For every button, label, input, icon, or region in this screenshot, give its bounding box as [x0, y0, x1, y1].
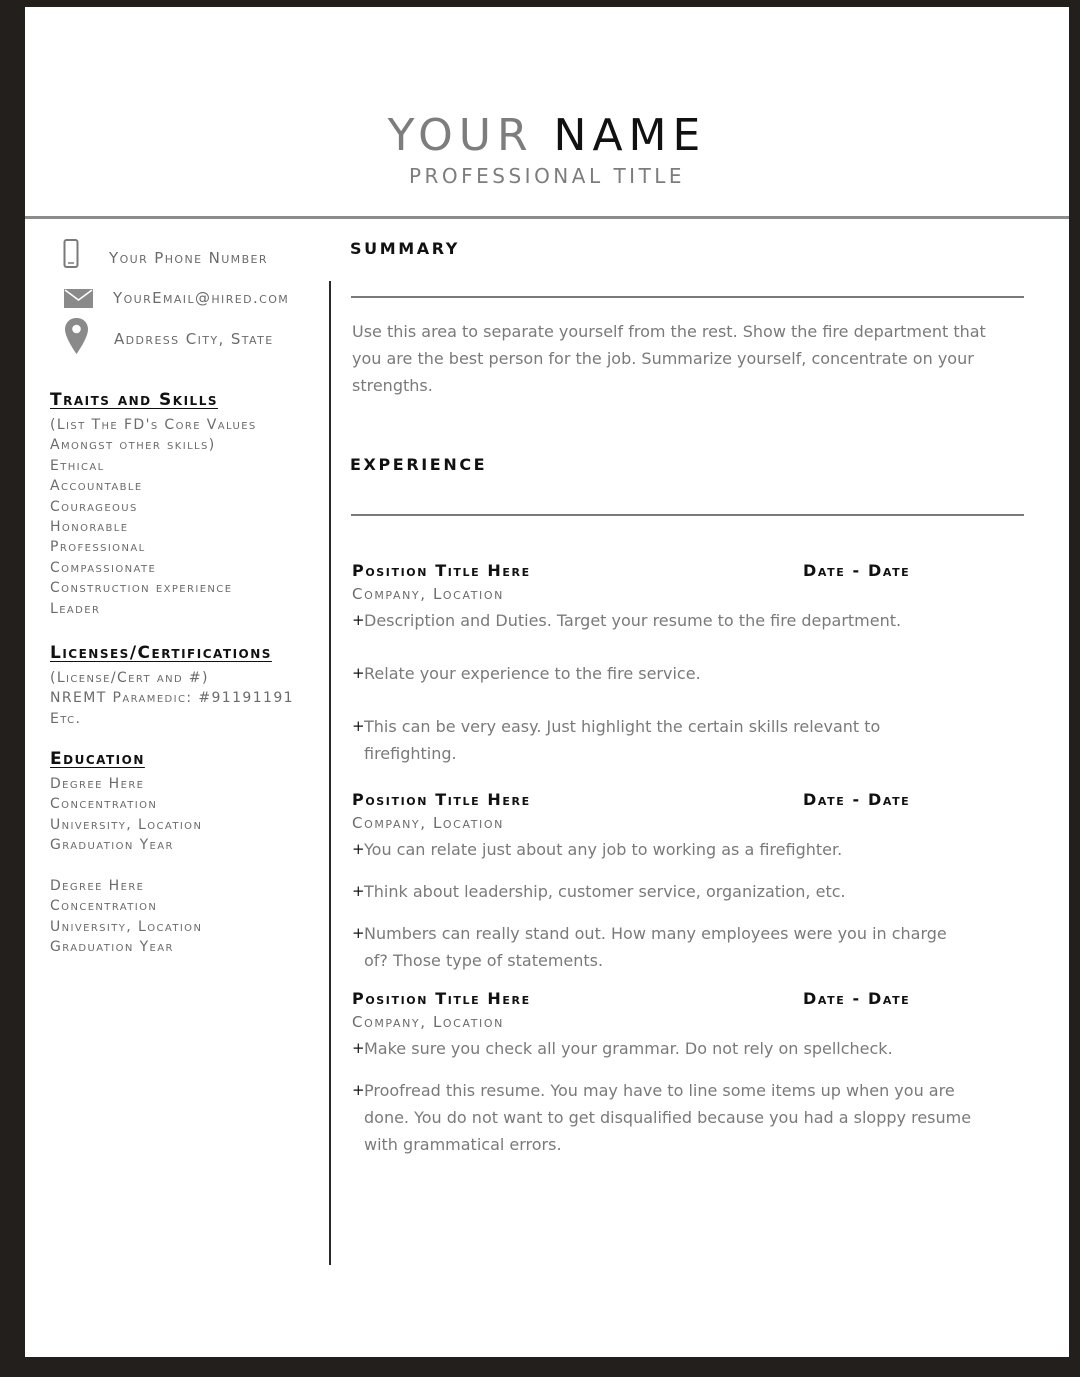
job-bullet: + Relate your experience to the fire service. [352, 660, 972, 687]
envelope-icon [64, 289, 93, 312]
address: Address City, State [114, 330, 274, 348]
header-divider [25, 216, 1069, 219]
list-item: Compassionate [50, 559, 157, 576]
job-bullet: + Make sure you check all your grammar. Do not rely on spellcheck. [352, 1035, 972, 1062]
traits-list [50, 415, 257, 619]
university: University, Location [50, 918, 203, 935]
concentration: Concentration [50, 898, 158, 915]
job-bullet: + Numbers can really stand out. How many employees were you in charge of? Those type of statements. [352, 920, 972, 974]
education-entry [50, 876, 202, 958]
last-name: NAME [553, 110, 707, 161]
graduation-year: Graduation Year [50, 939, 174, 956]
job-bullet: + Proofread this resume. You may have to line some items up when you are done. You do not want to get disqualified because you had a sloppy resume with grammatical errors. [352, 1077, 972, 1158]
resume-page [25, 7, 1069, 1357]
plus-bullet-icon: + [352, 664, 365, 682]
plus-bullet-icon: + [352, 882, 365, 900]
job-entry [352, 561, 1012, 771]
column-divider [329, 281, 331, 1265]
job-bullet: + This can be very easy. Just highlight the certain skills relevant to firefighting. [352, 713, 897, 767]
list-item: Amongst other skills) [50, 437, 216, 454]
licenses-list [50, 668, 294, 729]
summary-heading: SUMMARY [350, 239, 460, 258]
phone-number: Your Phone Number [109, 249, 268, 267]
education-entry [50, 774, 202, 856]
job-title: Position Title Here [352, 790, 531, 809]
job-date: Date - Date [803, 989, 911, 1008]
phone-icon [63, 239, 79, 273]
list-item: (List The FD's Core Values [50, 417, 257, 433]
experience-divider [351, 514, 1024, 516]
job-company: Company, Location [352, 585, 504, 603]
plus-bullet-icon: + [352, 611, 365, 629]
list-item: Honorable [50, 519, 129, 536]
plus-bullet-icon: + [352, 1081, 365, 1099]
list-item: Accountable [50, 478, 143, 495]
job-bullet: + Think about leadership, customer service, organization, etc. [352, 878, 972, 905]
professional-title: PROFESSIONAL TITLE [408, 164, 686, 188]
job-entry [352, 989, 1012, 1169]
graduation-year: Graduation Year [50, 837, 174, 854]
job-bullet: + You can relate just about any job to working as a firefighter. [352, 836, 972, 863]
plus-bullet-icon: + [352, 840, 365, 858]
summary-divider [351, 296, 1024, 298]
location-pin-icon [64, 317, 89, 359]
job-date: Date - Date [803, 561, 911, 580]
plus-bullet-icon: + [352, 924, 365, 942]
list-item: (License/Cert and #) [50, 670, 209, 686]
candidate-name [25, 111, 1069, 161]
job-company: Company, Location [352, 1013, 504, 1031]
job-company: Company, Location [352, 814, 504, 832]
list-item: NREMT Paramedic: #91191191 [50, 690, 294, 707]
job-date: Date - Date [803, 790, 911, 809]
list-item: Ethical [50, 457, 105, 474]
list-item: Courageous [50, 498, 138, 515]
list-item: Professional [50, 539, 146, 556]
degree: Degree Here [50, 878, 145, 894]
summary-text: Use this area to separate yourself from the rest. Show the fire department that you are the best person for the job. Summarize yourself, concentrate on your strengths. [352, 322, 986, 395]
concentration: Concentration [50, 796, 158, 813]
job-entry [352, 790, 1012, 980]
traits-heading: Traits and Skills [50, 390, 218, 410]
plus-bullet-icon: + [352, 1039, 365, 1057]
plus-bullet-icon: + [352, 717, 365, 735]
email-address: YourEmail@hired.com [113, 289, 290, 307]
degree: Degree Here [50, 776, 145, 792]
experience-heading: EXPERIENCE [350, 455, 488, 474]
job-title: Position Title Here [352, 561, 531, 580]
education-heading: Education [50, 749, 145, 769]
university: University, Location [50, 816, 203, 833]
first-name: YOUR [387, 110, 534, 161]
job-title: Position Title Here [352, 989, 531, 1008]
licenses-heading: Licenses/Certifications [50, 643, 272, 663]
job-bullet: + Description and Duties. Target your resume to the fire department. [352, 607, 972, 634]
list-item: Construction experience [50, 580, 233, 597]
list-item: Leader [50, 600, 101, 617]
list-item: Etc. [50, 710, 82, 727]
